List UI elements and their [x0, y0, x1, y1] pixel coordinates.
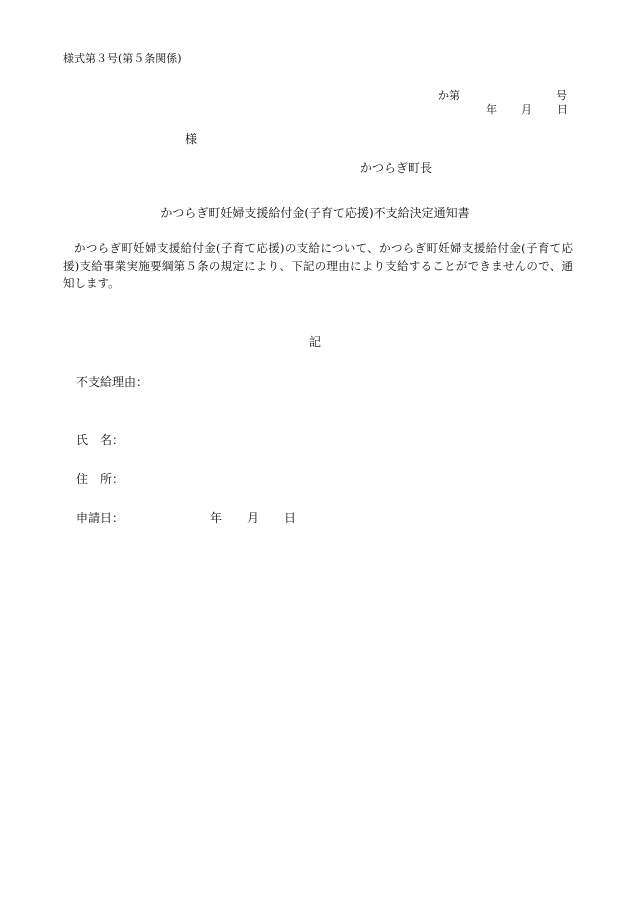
application-date-year: 年 [210, 511, 223, 525]
form-label: 様式第３号(第５条関係) [63, 52, 182, 65]
issue-date-month: 月 [521, 103, 532, 116]
issue-date-row [0, 101, 630, 115]
document-title: かつらぎ町妊婦支援給付金(子育て応援)不支給決定通知書 [160, 206, 470, 220]
document-number-prefix: か第 [438, 89, 460, 102]
record-heading: 記 [308, 335, 321, 349]
address-label: 住 所： [76, 472, 125, 486]
application-date-day: 日 [284, 511, 297, 525]
document-number-suffix: 号 [556, 89, 567, 102]
addressee-honorific: 様 [185, 132, 198, 146]
name-label: 氏 名： [76, 433, 125, 447]
application-date-label: 申請日： [76, 511, 125, 525]
body-paragraph: かつらぎ町妊婦支援給付金(子育て応援)の支給について、かつらぎ町妊婦支援給付金(子育て応援)支給事業実施要綱第５条の規定により、下記の理由により支給することができませんので、通知します。 [63, 241, 573, 290]
application-date-month: 月 [247, 511, 260, 525]
reason-label: 不支給理由： [76, 375, 149, 389]
issuer-name: かつらぎ町長 [360, 161, 433, 175]
issue-date-day: 日 [557, 103, 568, 116]
document-number-row [0, 87, 630, 101]
issue-date-year: 年 [486, 103, 497, 116]
